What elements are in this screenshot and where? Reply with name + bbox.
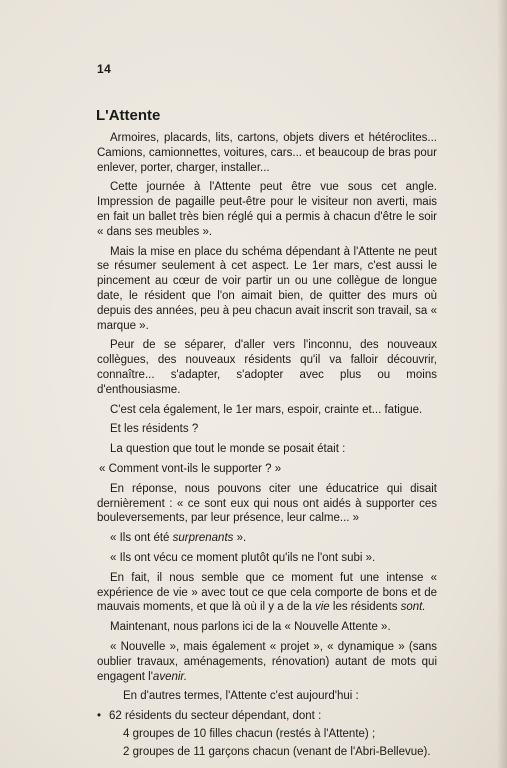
emphasis-surprenants: surprenants (172, 532, 234, 545)
emphasis-avenir: avenir. (152, 670, 188, 683)
quote-surprenants-pre: « Ils ont été (110, 532, 173, 545)
paragraph-12-mid: les résidents (329, 601, 401, 614)
paragraph-12 (97, 571, 437, 615)
paragraph-15: En d'autres termes, l'Attente c'est aujourd'hui : (123, 690, 359, 703)
paragraph-12-pre: En fait, il nous semble que ce moment fut une intense « expérience de vie » avec tout ce que cela comporte de bons et de mauvais moments, et que là où il y a de la (97, 571, 437, 614)
paragraph-9: En réponse, nous pouvons citer une éducatrice qui disait dernièrement : « ce sont eux qui nous ont aidés à supporter ces bouleversements, par leur présence, leur calme... » (97, 482, 437, 525)
paragraph-14 (97, 640, 437, 684)
sub-list-item-2: 2 groupes de 11 garçons chacun (venant de l'Abri-Bellevue). (123, 745, 431, 758)
paragraph-13: Maintenant, nous parlons ici de la « Nouvelle Attente ». (110, 621, 391, 634)
quote-question: « Comment vont-ils le supporter ? » (99, 462, 282, 475)
quote-surprenants-post: ». (233, 532, 247, 545)
body-text (97, 131, 437, 762)
bullet-icon: • (97, 710, 102, 723)
section-title: L'Attente (96, 107, 161, 124)
page-edge-shadow (497, 0, 507, 768)
list-item-text: 62 résidents du secteur dépendant, dont : (109, 710, 322, 723)
paragraph-2: Cette journée à l'Attente peut être vue sous cet angle. Impression de pagaille peut-être pour le visiteur non averti, mais en fait un ballet très bien réglé qui a permis à chacun d'être le soir « dans ses meubles ». (97, 181, 437, 238)
paragraph-5: C'est cela également, le 1er mars, espoir, crainte et... fatigue. (110, 403, 423, 416)
emphasis-vie: vie (314, 601, 330, 614)
paragraph-6: Et les résidents ? (110, 423, 199, 436)
paragraph-1: Armoires, placards, lits, cartons, objets divers et hétéroclites... Camions, camionnettes, voitures, cars... et beaucoup de bras pour enlever, porter, charger, installer... (97, 132, 437, 174)
quote-vecu: « Ils ont vécu ce moment plutôt qu'ils ne l'ont subi ». (110, 551, 376, 564)
paragraph-14-pre: « Nouvelle », mais également « projet », « dynamique » (sans oublier travaux, aménagements, rénovation) autant de mots qui engagent l' (97, 640, 437, 683)
list-item (97, 709, 437, 724)
emphasis-sont: sont. (400, 601, 426, 614)
paragraph-4: Peur de se séparer, d'aller vers l'inconnu, des nouveaux collègues, des nouveaux résidents qu'il va falloir découvrir, connaître... s'adapter, s'adopter avec plus ou moins d'enthousiasme. (97, 339, 437, 396)
quote-surprenants (97, 531, 437, 546)
sub-list-item-1: 4 groupes de 10 filles chacun (restés à l'Attente) ; (123, 727, 376, 740)
paragraph-7: La question que tout le monde se posait était : (110, 443, 346, 456)
page-number: 14 (97, 62, 112, 76)
paragraph-3: Mais la mise en place du schéma dépendant à l'Attente ne peut se résumer seulement à cet aspect. Le 1er mars, c'est aussi le pincement au cœur de voir partir un ou une collègue de longue date, le résident que l'on aimait bien, de quitter des murs où depuis des années, peu à peu chacun avait inscrit son travail, sa « marque ». (97, 245, 437, 332)
